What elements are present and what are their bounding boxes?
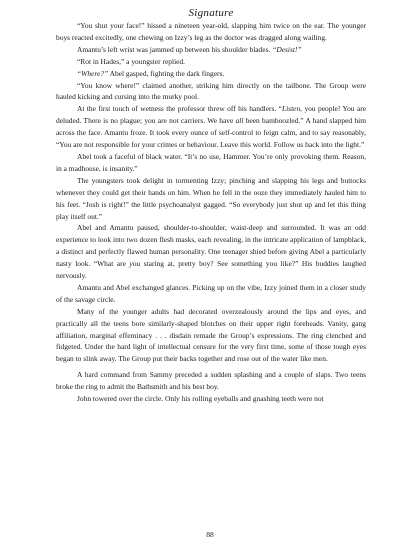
paragraph [56, 222, 366, 282]
paragraph [56, 282, 366, 306]
paragraph [56, 306, 366, 366]
text-run: John towered over the circle. Only his rolling eyeballs and gnashing teeth were not [77, 394, 324, 404]
emphasis-text: Listen, [281, 104, 303, 114]
paragraph [56, 151, 366, 175]
text-run: “You shut your face!” hissed a nineteen year-old, slapping him twice on the ear. The younger boys reacted excitedly, one chewing on Izzy’s leg as the doctor was dragged along wailing. [56, 21, 366, 42]
text-run: you people! You are deluded. There is no plague; you are not carriers. We have [56, 104, 366, 126]
text-run: A hard command from Sammy preceded a sudden splashing and a couple of slaps. Two teens broke the ring to admit the Bathsmith and his best boy. [56, 370, 366, 392]
text-run: Abel gasped, fighting the dark fingers. [108, 68, 225, 78]
text-run: The youngsters took delight in tormenting Izzy; pinching and slapping his legs and buttocks whenever they could get their hands on him. When he fell in the ooze they immediately hauled him to his feet. “Josh is right!” the little psychoanalyst gagged. “So everybody just shut up and let this thing play itself out.” [56, 175, 366, 221]
paragraph [56, 44, 366, 56]
text-run: Abel and Amantu paused, shoulder-to-shoulder, waist-deep and surrounded. It was an odd experience to look into two dozen flesh masks, each revealing, in the intricate application of lampblack, a distinct and perfectly flawed human personality. One teenager shied before giving Abel a particularly nasty look. “What are [56, 223, 366, 269]
text-run: At the first touch of wetness the professor threw off his handlers. “ [77, 104, 282, 114]
paragraph [56, 175, 366, 223]
text-run: Amantu and Abel exchanged glances. Picking up on the vibe, Izzy joined them in a closer study of the savage circle. [56, 282, 366, 304]
emphasis-text: all [235, 116, 244, 126]
body-text [56, 20, 366, 405]
text-run: Many of the younger adults had decorated overzealously around the lips and eyes, and practically all the teens bore similarly-shaped blotches on their upper right foreheads. Vanity, gang affiliation, marginal effeminacy . . . disdain remade the Group’s expressions. The ring clenched and fidgeted. Under the hard light of intellectual censure for the very first time, some of those tough eyes began to slink away. The Group put their backs together and rose out of the water like men. [56, 306, 366, 364]
paragraph [56, 80, 366, 104]
text-run: “You know where!” claimed another, striking him directly on the tailbone. The Group were hauled kicking and cursing into the murky pool. [56, 80, 366, 102]
emphasis-text: you [129, 259, 141, 269]
paragraph [56, 103, 366, 151]
text-run: Amantu’s left wrist was jammed up between his shoulder blades. [77, 44, 273, 54]
text-run: staring at, pretty boy? See something you like?” His buddies laughed nervously. [56, 259, 366, 281]
text-run: Abel took a faceful of black water. “It’s no use, Hammer. You’re only provoking them. Reason, in a madhouse, is insanity.” [56, 151, 366, 173]
paragraph [56, 56, 366, 68]
paragraph [56, 20, 366, 44]
text-run: “Rot in Hades,” a youngster replied. [77, 56, 186, 66]
paragraph [56, 369, 366, 393]
page-number: 88 [206, 530, 214, 539]
text-run: been bamboozled.” A hand slapped him across the face. Amantu froze. It took every ounce of self-control to feign calm, and to say reasonably, “You are not responsible for your crimes or behaviour. Leave this world. Follow us back into the light.” [56, 116, 366, 150]
emphasis-text: “Desist!” [272, 44, 302, 54]
paragraph [56, 68, 366, 80]
running-head: Signature [188, 7, 234, 19]
emphasis-text: “Where?” [77, 68, 109, 78]
paragraph [56, 393, 366, 405]
